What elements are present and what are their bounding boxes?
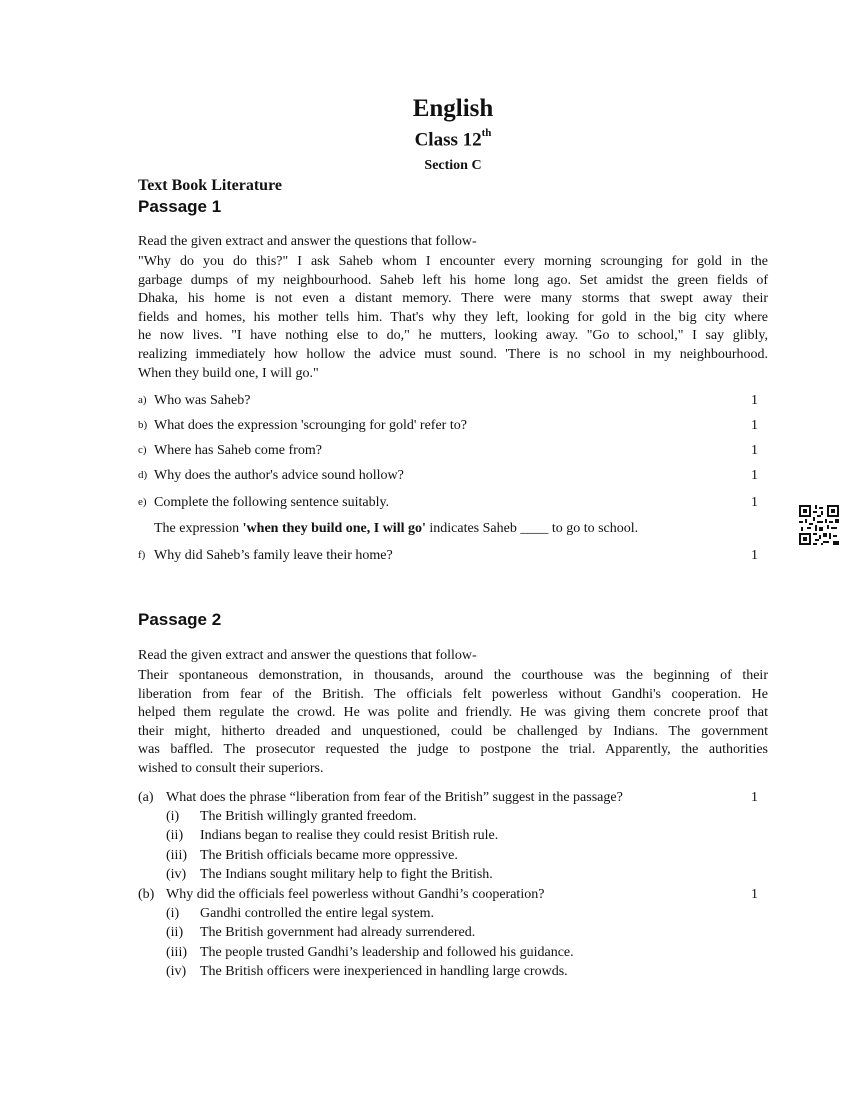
question-label: f)	[138, 549, 146, 561]
question-marks: 1	[751, 418, 758, 433]
passage-2-title: Passage 2	[138, 610, 222, 629]
passage-1-text	[138, 253, 768, 383]
question-marks: 1	[751, 790, 758, 805]
passage-line: Their spontaneous demonstration, in thousands, around the courthouse was the beginning of their	[138, 668, 768, 683]
question-text: What does the expression 'scrounging for gold' refer to?	[154, 418, 467, 433]
passage-line: realizing immediately how hollow the advice must sound. 'There is no school in my neighbourhood.	[138, 346, 768, 362]
passage-line: was baffled. The prosecutor requested the judge to postpone the trial. Apparently, the authorities	[138, 742, 768, 758]
option-number: (iii)	[166, 945, 187, 960]
question-marks: 1	[751, 495, 758, 510]
qr-code-icon[interactable]	[799, 505, 839, 545]
passage-line: When they build one, I will go."	[138, 365, 319, 381]
question-item	[138, 418, 758, 436]
passage-line: "Why do you do this?" I ask Saheb whom I encounter every morning scrounging for gold in the	[138, 254, 768, 269]
passage-line: their might, hitherto dreaded and unquestioned, could be challenged by Indians. The government	[138, 723, 768, 739]
option-number: (i)	[166, 809, 180, 824]
question-label: c)	[138, 444, 147, 456]
option-text: The Indians sought military help to fight the British.	[200, 867, 493, 882]
question-text: Why did Saheb’s family leave their home?	[154, 548, 393, 563]
option-text: The British willingly granted freedom.	[200, 809, 417, 824]
passage-line: wished to consult their superiors.	[138, 760, 324, 776]
option-text: The British government had already surrendered.	[200, 925, 476, 940]
question-item	[138, 468, 758, 486]
question-item	[138, 495, 758, 513]
option-number: (ii)	[166, 828, 184, 843]
option-text: Gandhi controlled the entire legal system.	[200, 906, 435, 921]
sentence-start: The expression	[154, 521, 243, 536]
question-label: a)	[138, 394, 147, 406]
mcq-question	[138, 887, 758, 905]
mcq-question	[138, 790, 758, 808]
passage-1-intro: Read the given extract and answer the questions that follow-	[138, 234, 477, 249]
sentence-end: indicates Saheb ____ to go to school.	[425, 521, 639, 536]
class-label: Class 12	[414, 129, 482, 151]
sentence-bold-phrase: 'when they build one, I will go'	[242, 521, 426, 536]
question-text: Why did the officials feel powerless without Gandhi’s cooperation?	[166, 887, 545, 902]
option-number: (ii)	[166, 925, 184, 940]
question-label: d)	[138, 469, 148, 481]
class-title	[138, 129, 768, 151]
question-marks: 1	[751, 468, 758, 483]
question-label: b)	[138, 419, 148, 431]
question-item	[138, 548, 758, 566]
question-text: What does the phrase “liberation from fear of the British” suggest in the passage?	[166, 790, 623, 805]
question-text: Who was Saheb?	[154, 393, 251, 408]
option-text: The British officials became more oppressive.	[200, 848, 458, 863]
passage-line: fields and homes, his mother tells him. That's why they left, looking for gold in the big city where	[138, 309, 768, 325]
question-marks: 1	[751, 443, 758, 458]
question-marks: 1	[751, 393, 758, 408]
option-text: Indians began to realise they could resist British rule.	[200, 828, 499, 843]
option-number: (iii)	[166, 848, 187, 863]
passage-line: garbage dumps of my neighbourhood. Saheb left his home long ago. Set amidst the green fields of	[138, 272, 768, 288]
question-marks: 1	[751, 887, 758, 902]
sentence-to-complete	[154, 521, 638, 537]
option-number: (iv)	[166, 867, 187, 882]
question-item	[138, 393, 758, 411]
question-text: Where has Saheb come from?	[154, 443, 322, 458]
question-label: (b)	[138, 887, 155, 902]
question-label: (a)	[138, 790, 154, 805]
subject-title: English	[412, 95, 494, 122]
passage-line: liberation from fear of the British. The officials felt powerless without Gandhi's cooperation. He	[138, 686, 768, 702]
section-title: Section C	[424, 158, 482, 173]
passage-2-text	[138, 667, 768, 779]
passage-1-title: Passage 1	[138, 197, 222, 216]
option-text: The people trusted Gandhi’s leadership and followed his guidance.	[200, 945, 574, 960]
textbook-heading: Text Book Literature	[138, 177, 282, 194]
passage-line: he now lives. "I have nothing else to do," he mutters, looking away. "Go to school," I say glibly,	[138, 328, 768, 344]
passage-2-intro: Read the given extract and answer the questions that follow-	[138, 648, 477, 663]
passage-line: helped them regulate the crowd. He was polite and friendly. He was giving them concrete proof that	[138, 705, 768, 721]
question-label: e)	[138, 496, 147, 508]
option-number: (iv)	[166, 964, 187, 979]
question-text: Complete the following sentence suitably.	[154, 495, 390, 510]
question-item	[138, 443, 758, 461]
question-text: Why does the author's advice sound hollow?	[154, 468, 404, 483]
class-superscript: th	[481, 127, 492, 139]
passage-line: Dhaka, his home is not even a distant memory. There were many storms that swept away their	[138, 291, 768, 307]
option-number: (i)	[166, 906, 180, 921]
question-marks: 1	[751, 548, 758, 563]
option-text: The British officers were inexperienced in handling large crowds.	[200, 964, 568, 979]
